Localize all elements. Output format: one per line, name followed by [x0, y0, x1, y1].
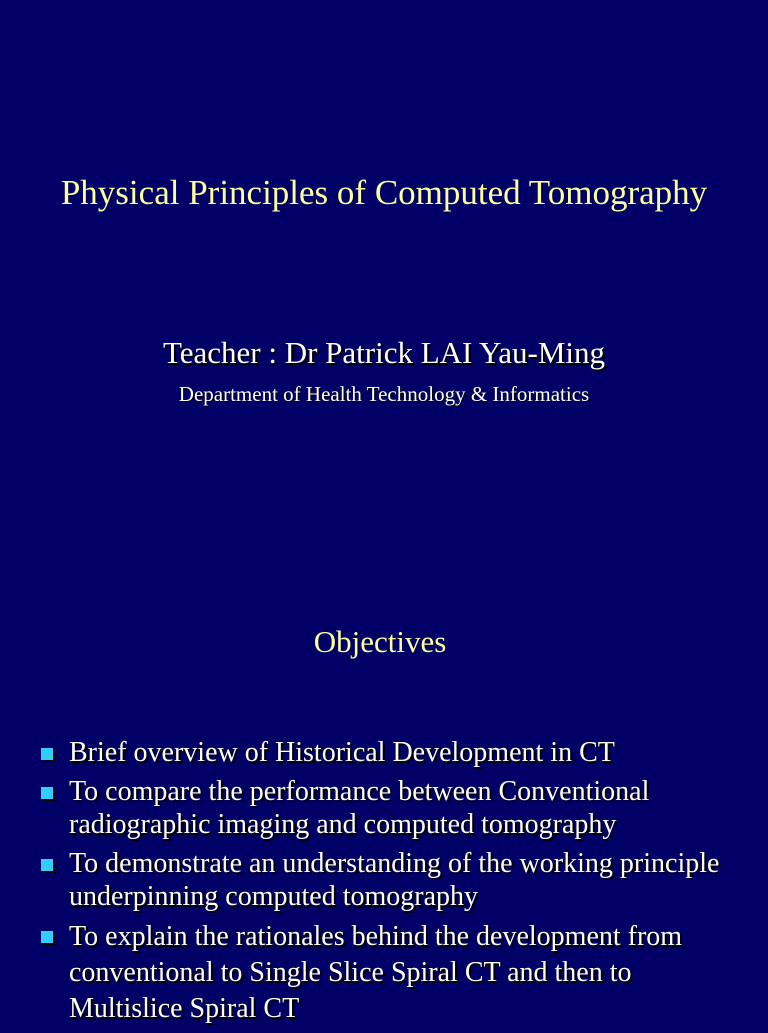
- list-item: [0, 847, 768, 913]
- list-item: [0, 919, 768, 1027]
- objective-text: Brief overview of Historical Development in CT: [69, 737, 615, 768]
- square-bullet-icon: [41, 787, 53, 799]
- square-bullet-icon: [41, 859, 53, 871]
- teacher-name: Teacher : Dr Patrick LAI Yau-Ming: [162, 335, 606, 370]
- department-name: Department of Health Technology & Informatics: [178, 382, 590, 406]
- list-item: [0, 775, 768, 841]
- square-bullet-icon: [41, 748, 53, 760]
- objectives-heading: Objectives: [313, 624, 447, 659]
- list-item: [0, 736, 768, 769]
- objective-text: To explain the rationales behind the development from conventional to Single Slice Spiral CT and then to Multislice Spiral CT: [69, 921, 683, 1024]
- objective-text: To demonstrate an understanding of the working principle underpinning computed tomography: [69, 848, 720, 912]
- slide-title: Physical Principles of Computed Tomography: [60, 173, 708, 212]
- square-bullet-icon: [41, 931, 53, 943]
- objectives-list: [0, 736, 768, 1033]
- objective-text: To compare the performance between Conventional radiographic imaging and computed tomography: [69, 776, 650, 840]
